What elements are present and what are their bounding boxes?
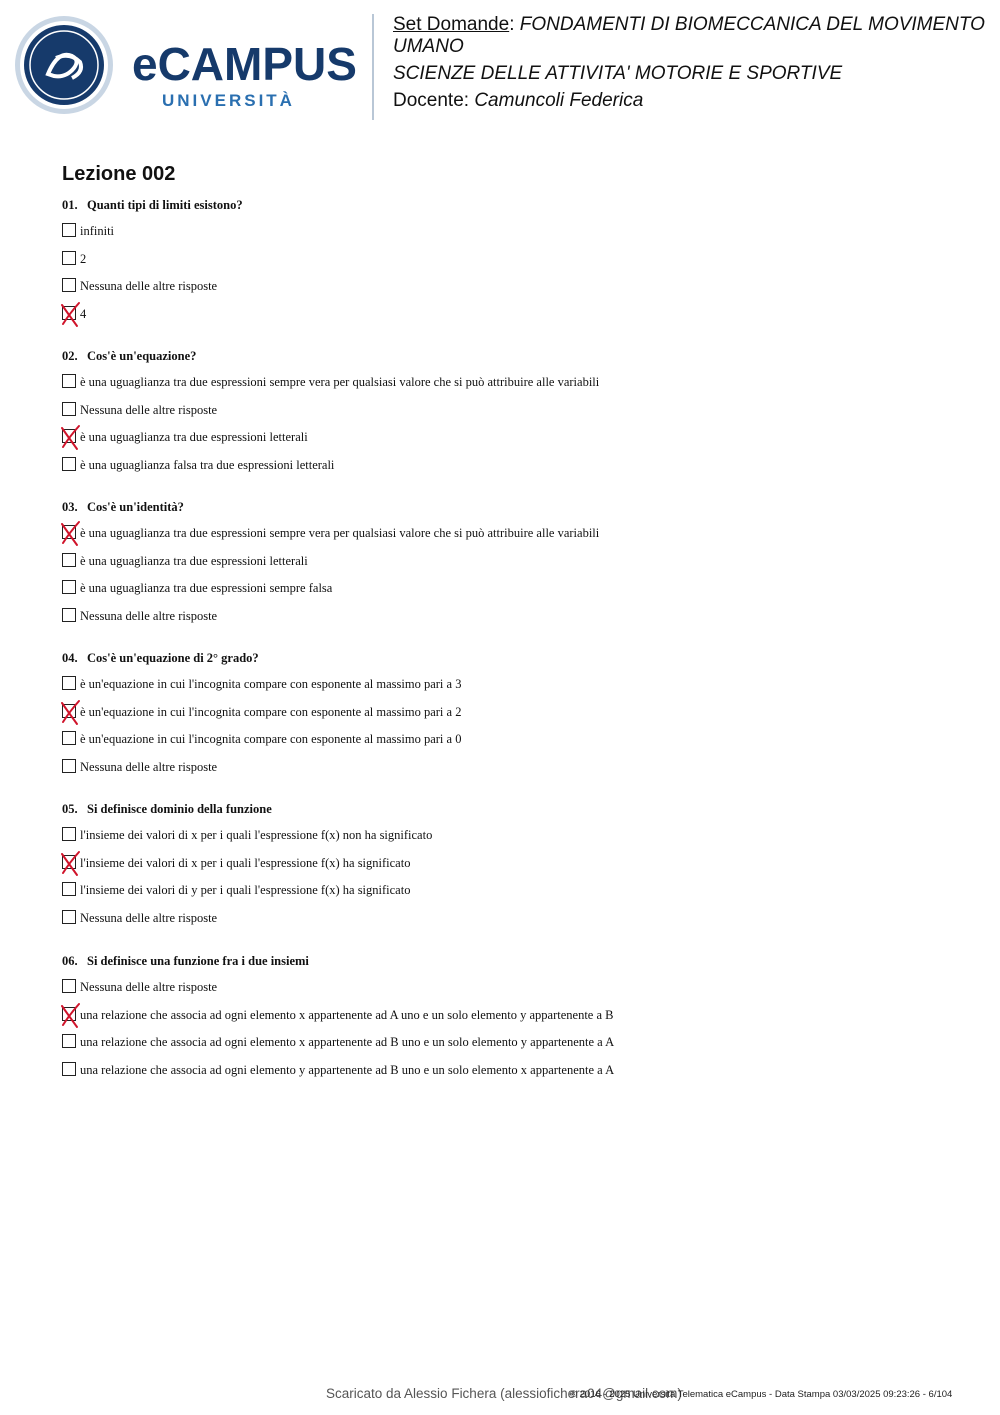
- answer-option[interactable]: [62, 306, 762, 322]
- header-divider: [372, 14, 374, 120]
- answer-option[interactable]: [62, 580, 762, 596]
- answer-checkbox[interactable]: [62, 553, 76, 567]
- answer-option[interactable]: [62, 704, 762, 720]
- answer-option[interactable]: [62, 731, 762, 747]
- question-text: Cos'è un'equazione di 2° grado?: [87, 651, 259, 665]
- answer-checkbox[interactable]: [62, 402, 76, 416]
- question-number: 06.: [62, 954, 78, 968]
- answer-option[interactable]: [62, 759, 762, 775]
- answer-text: l'insieme dei valori di x per i quali l'espressione f(x) ha significato: [80, 856, 411, 870]
- answer-option[interactable]: [62, 1062, 762, 1078]
- answer-option[interactable]: [62, 882, 762, 898]
- answer-option[interactable]: [62, 1034, 762, 1050]
- answer-checkbox[interactable]: [62, 1062, 76, 1076]
- answer-checkbox[interactable]: [62, 278, 76, 292]
- answer-text: è una uguaglianza tra due espressioni letterali: [80, 430, 308, 444]
- answer-text: 4: [80, 307, 87, 321]
- answer-checkbox[interactable]: [62, 676, 76, 690]
- check-x-icon: [60, 850, 82, 876]
- answer-text: Nessuna delle altre risposte: [80, 403, 218, 417]
- answer-text: una relazione che associa ad ogni elemento x appartenente ad A uno e un solo elemento y appartenente a B: [80, 1008, 614, 1022]
- page-header: [0, 0, 1000, 130]
- question-text: Quanti tipi di limiti esistono?: [87, 198, 243, 212]
- answer-text: è un'equazione in cui l'incognita compare con esponente al massimo pari a 3: [80, 677, 462, 691]
- answer-checkbox[interactable]: [62, 374, 76, 388]
- check-x-icon: [60, 424, 82, 450]
- question-text: Si definisce dominio della funzione: [87, 802, 272, 816]
- answer-checkbox[interactable]: [62, 731, 76, 745]
- answer-option[interactable]: [62, 608, 762, 624]
- answer-text: è una uguaglianza tra due espressioni sempre vera per qualsiasi valore che si può attribuire alle variabili: [80, 526, 600, 540]
- degree-name: SCIENZE DELLE ATTIVITA' MOTORIE E SPORTIVE: [393, 63, 843, 84]
- question-title: [62, 349, 196, 363]
- answer-option[interactable]: [62, 676, 762, 692]
- logo-brand: eCAMPUS: [132, 38, 357, 90]
- teacher-name: Camuncoli Federica: [474, 90, 644, 111]
- answer-checkbox[interactable]: [62, 827, 76, 841]
- answer-option[interactable]: [62, 429, 762, 445]
- question-title: [62, 802, 272, 816]
- answer-text: Nessuna delle altre risposte: [80, 911, 218, 925]
- teacher-label: Docente:: [393, 90, 470, 111]
- answer-option[interactable]: [62, 910, 762, 926]
- question-title: [62, 500, 184, 514]
- answer-option[interactable]: [62, 251, 762, 267]
- answer-option[interactable]: [62, 278, 762, 294]
- answer-text: è un'equazione in cui l'incognita compare con esponente al massimo pari a 0: [80, 732, 462, 746]
- question-text: Cos'è un'equazione?: [87, 349, 197, 363]
- answer-text: Nessuna delle altre risposte: [80, 760, 218, 774]
- answer-option[interactable]: [62, 979, 762, 995]
- footer-print-info: © 2016 - 2025 Università Telematica eCampus - Data Stampa 03/03/2025 09:23:26 - 6/104: [570, 1389, 953, 1400]
- answer-text: è un'equazione in cui l'incognita compare con esponente al massimo pari a 2: [80, 705, 462, 719]
- answer-text: 2: [80, 252, 87, 266]
- question-number: 04.: [62, 651, 78, 665]
- answer-checkbox[interactable]: [62, 979, 76, 993]
- question-number: 02.: [62, 349, 78, 363]
- answer-checkbox[interactable]: [62, 1034, 76, 1048]
- check-x-icon: [60, 699, 82, 725]
- question-number: 05.: [62, 802, 78, 816]
- answer-text: è una uguaglianza tra due espressioni sempre vera per qualsiasi valore che si può attribuire alle variabili: [80, 375, 600, 389]
- answer-option[interactable]: [62, 827, 762, 843]
- course-title-line2: UMANO: [393, 36, 464, 57]
- answer-text: è una uguaglianza falsa tra due espressioni letterali: [80, 458, 335, 472]
- question-number: 01.: [62, 198, 78, 212]
- question-title: [62, 651, 259, 665]
- question-title: [62, 954, 309, 968]
- question-text: Cos'è un'identità?: [87, 500, 184, 514]
- question-text: Si definisce una funzione fra i due insiemi: [87, 954, 309, 968]
- answer-checkbox[interactable]: [62, 910, 76, 924]
- answer-option[interactable]: [62, 374, 762, 390]
- question-title: [62, 198, 243, 212]
- answer-text: una relazione che associa ad ogni elemento x appartenente ad B uno e un solo elemento y appartenente a A: [80, 1035, 615, 1049]
- question-block: [62, 651, 462, 774]
- answer-checkbox[interactable]: [62, 457, 76, 471]
- answer-text: Nessuna delle altre risposte: [80, 279, 218, 293]
- check-x-icon: [60, 301, 82, 327]
- answer-text: è una uguaglianza tra due espressioni letterali: [80, 554, 308, 568]
- answer-option[interactable]: [62, 457, 762, 473]
- answer-option[interactable]: [62, 553, 762, 569]
- question-block: [62, 500, 600, 623]
- question-number: 03.: [62, 500, 78, 514]
- answer-checkbox[interactable]: [62, 223, 76, 237]
- logo-subtitle: UNIVERSITÀ: [162, 91, 295, 110]
- answer-option[interactable]: [62, 223, 762, 239]
- question-block: [62, 954, 615, 1077]
- answer-checkbox[interactable]: [62, 251, 76, 265]
- set-label: Set Domande: [393, 14, 510, 35]
- answer-option[interactable]: [62, 525, 762, 541]
- course-title-line1: FONDAMENTI DI BIOMECCANICA DEL MOVIMENTO: [519, 14, 985, 35]
- check-x-icon: [60, 520, 82, 546]
- question-block: [62, 802, 433, 925]
- question-block: [62, 349, 600, 472]
- course-info: [393, 14, 993, 112]
- answer-text: è una uguaglianza tra due espressioni sempre falsa: [80, 581, 333, 595]
- ecampus-logo: [14, 14, 359, 116]
- check-x-icon: [60, 1002, 82, 1028]
- answer-option[interactable]: [62, 1007, 762, 1023]
- question-block: [62, 198, 243, 321]
- answer-text: l'insieme dei valori di y per i quali l'espressione f(x) ha significato: [80, 883, 411, 897]
- answer-text: una relazione che associa ad ogni elemento y appartenente ad B uno e un solo elemento x appartenente a A: [80, 1063, 615, 1077]
- answer-option[interactable]: [62, 855, 762, 871]
- answer-checkbox[interactable]: [62, 608, 76, 622]
- answer-text: l'insieme dei valori di x per i quali l'espressione f(x) non ha significato: [80, 828, 433, 842]
- answer-option[interactable]: [62, 402, 762, 418]
- footer-downloaded-by: Scaricato da Alessio Fichera (alessiofichera04@gmail.com): [326, 1386, 682, 1401]
- answer-text: infiniti: [80, 224, 115, 238]
- answer-text: Nessuna delle altre risposte: [80, 980, 218, 994]
- answer-checkbox[interactable]: [62, 882, 76, 896]
- answer-checkbox[interactable]: [62, 580, 76, 594]
- lesson-title: Lezione 002: [62, 163, 176, 185]
- answer-text: Nessuna delle altre risposte: [80, 609, 218, 623]
- answer-checkbox[interactable]: [62, 759, 76, 773]
- set-colon: :: [509, 14, 515, 35]
